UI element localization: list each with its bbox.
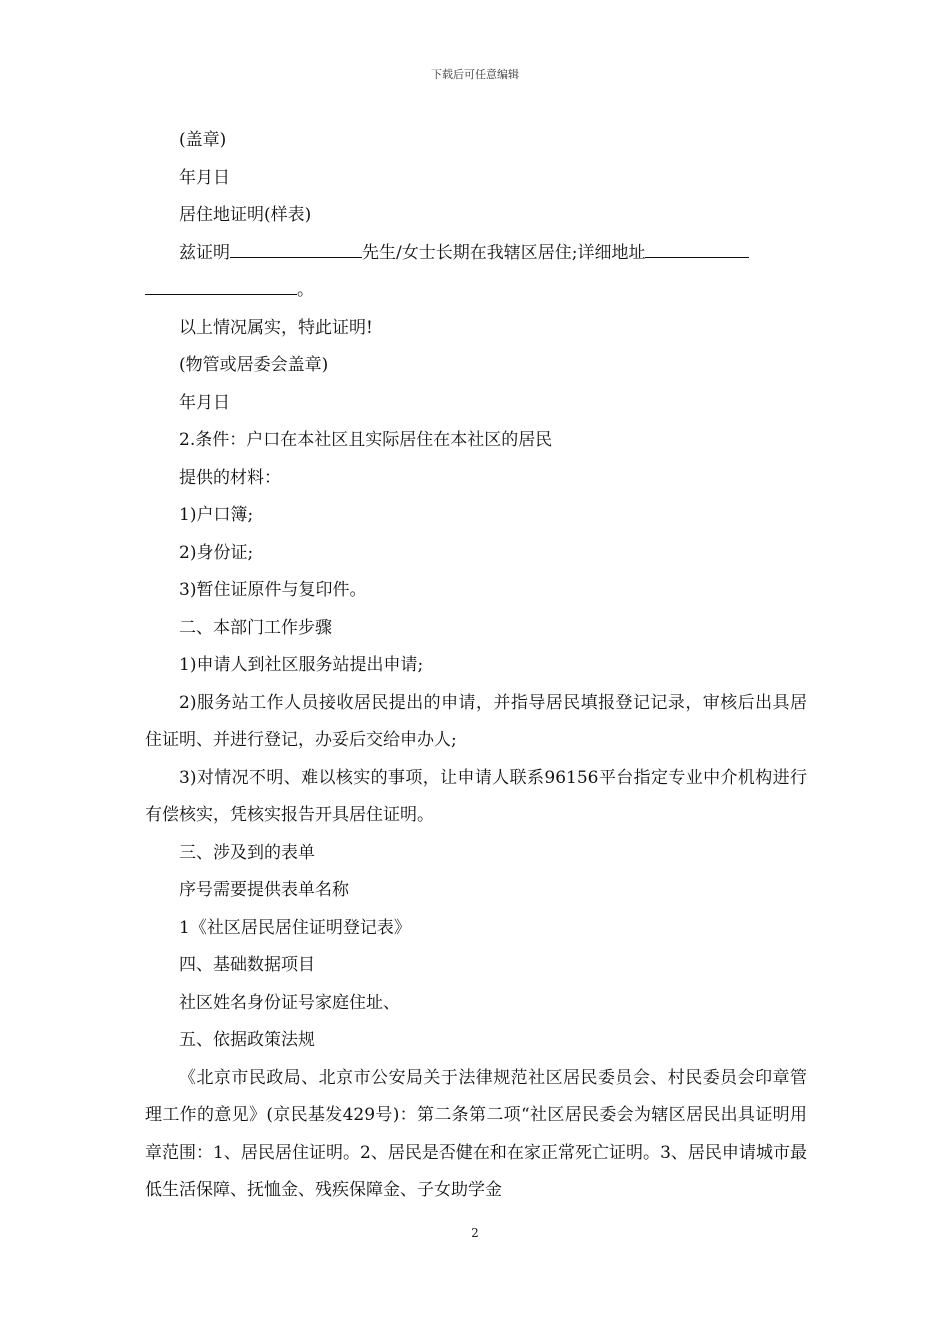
address-blank-2 bbox=[145, 272, 297, 295]
name-blank bbox=[230, 235, 362, 258]
document-body bbox=[145, 122, 807, 1210]
paragraph-date: 年月日 bbox=[179, 167, 230, 188]
section-heading-regulations: 五、依据政策法规 bbox=[179, 1030, 315, 1050]
paragraph-materials-heading: 提供的材料： bbox=[179, 467, 281, 488]
form-line-end: 。 bbox=[297, 280, 314, 300]
section-heading-steps: 二、本部门工作步骤 bbox=[179, 617, 332, 638]
page-number: 2 bbox=[471, 1226, 479, 1240]
paragraph-regulation-text: 《北京市民政局、北京市公安局关于法律规范社区居民委员会、村民委员会印章管理工作的意见》(京民基发429号)：第二条第二项“社区居民委会为辖区居民出具证明用章范围：1、居民居住证明。2、居民是否健在和在家正常死亡证明。3、居民申请城市最低生活保障、抚恤金、残疾保障金、子女助学金 bbox=[145, 1067, 807, 1200]
page-header: 下载后可任意编辑 bbox=[431, 68, 519, 81]
paragraph-material-2: 2)身份证; bbox=[179, 542, 254, 563]
section-heading-forms: 三、涉及到的表单 bbox=[179, 842, 315, 863]
paragraph-form-title: 居住地证明(样表) bbox=[179, 205, 312, 225]
paragraph-form-item: 1《社区居民居住证明登记表》 bbox=[179, 917, 411, 938]
paragraph-step-3: 3)对情况不明、难以核实的事项，让申请人联系96156平台指定专业中介机构进行有偿核实，凭核实报告开具居住证明。 bbox=[145, 767, 807, 825]
paragraph-material-1: 1)户口簿; bbox=[179, 505, 254, 525]
paragraph-step-1: 1)申请人到社区服务站提出申请; bbox=[179, 655, 424, 675]
section-heading-data: 四、基础数据项目 bbox=[179, 955, 315, 975]
paragraph-material-3: 3)暂住证原件与复印件。 bbox=[179, 580, 367, 600]
paragraph-form-line bbox=[145, 235, 807, 273]
paragraph-form-line-continued bbox=[145, 272, 807, 310]
paragraph-date-2: 年月日 bbox=[179, 392, 230, 413]
paragraph-condition: 2.条件：户口在本社区且实际居住在本社区的居民 bbox=[179, 430, 553, 450]
paragraph-confirm: 以上情况属实，特此证明! bbox=[179, 317, 373, 338]
paragraph-step-2: 2)服务站工作人员接收居民提出的申请，并指导居民填报登记记录，审核后出具居住证明、并进行登记，办妥后交给申办人; bbox=[145, 692, 807, 750]
paragraph-property-seal: (物管或居委会盖章) bbox=[179, 355, 329, 375]
form-line-middle: 先生/女士长期在我辖区居住;详细地址 bbox=[362, 242, 646, 263]
address-blank-1 bbox=[645, 235, 749, 258]
paragraph-seal: (盖章) bbox=[179, 130, 227, 150]
paragraph-form-columns: 序号需要提供表单名称 bbox=[179, 880, 349, 900]
paragraph-data-items: 社区姓名身份证号家庭住址、 bbox=[179, 992, 400, 1013]
form-line-lead: 兹证明 bbox=[179, 242, 230, 263]
